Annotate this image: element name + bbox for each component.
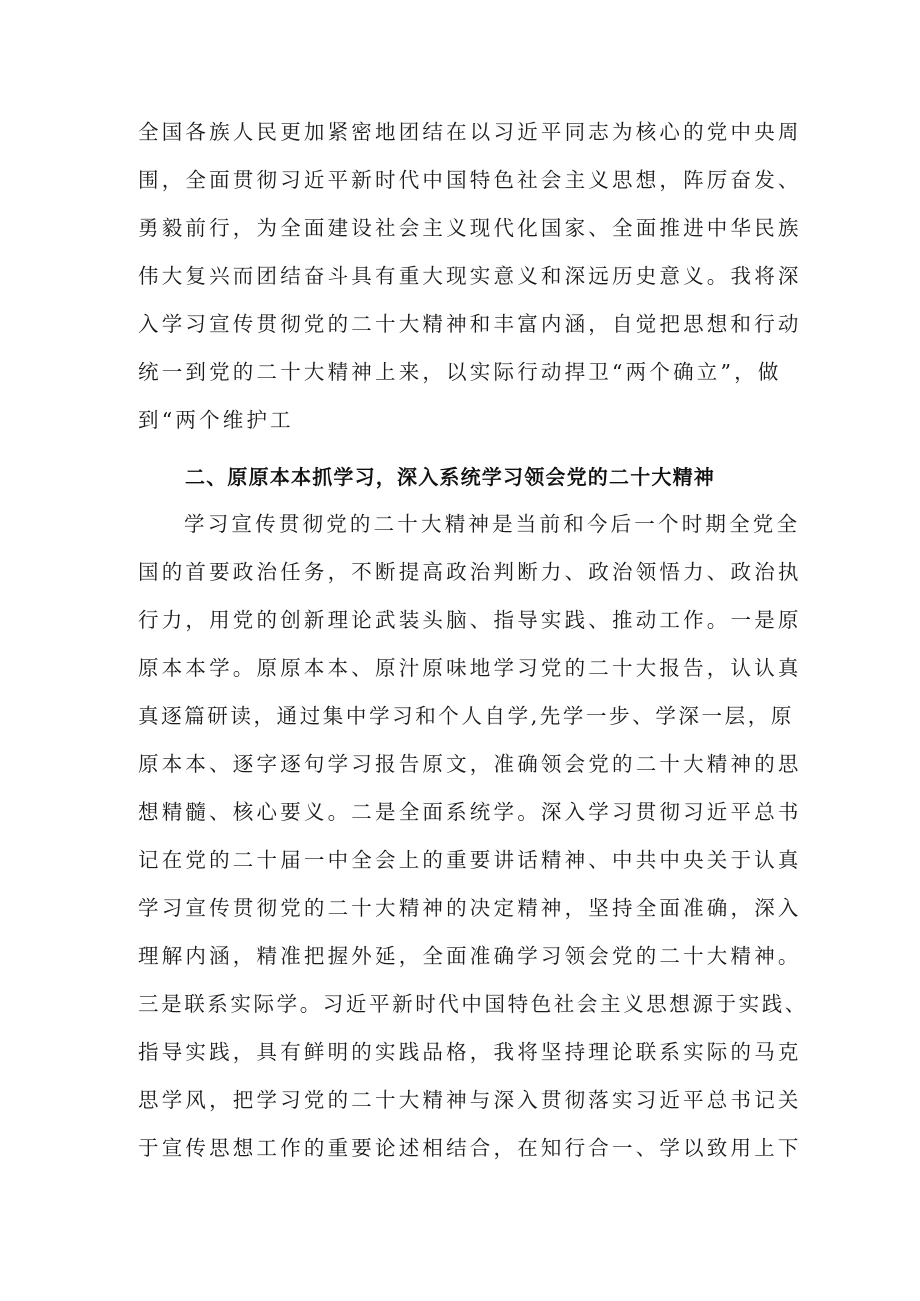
paragraph-line: 真逐篇研读，通过集中学习和个人自学,先学一步、学深一层，原 — [138, 704, 794, 728]
paragraph-line: 三是联系实际学。习近平新时代中国特色社会主义思想源于实践、 — [138, 992, 808, 1016]
paragraph-line: 想精髓、核心要义。二是全面系统学。深入学习贯彻习近平总书 — [138, 800, 802, 824]
paragraph-line: 围，全面贯彻习近平新时代中国特色社会主义思想，阵厉奋发、 — [138, 168, 802, 192]
paragraph-line: 学习宣传贯彻党的二十大精神的决定精神，坚持全面准确，深入 — [138, 896, 802, 920]
paragraph-line: 学习宣传贯彻党的二十大精神是当前和今后一个时期全党全 — [184, 512, 801, 536]
paragraph-line: 勇毅前行，为全面建设社会主义现代化国家、全面推进中华民族 — [138, 216, 802, 240]
paragraph-1 — [138, 108, 803, 444]
paragraph-line: 全国各族人民更加紧密地团结在以习近平同志为核心的党中央周 — [138, 120, 802, 144]
paragraph-line: 思学风，把学习党的二十大精神与深入贯彻落实习近平总书记关 — [138, 1088, 802, 1112]
paragraph-line: 原本本学。原原本本、原汁原味地学习党的二十大报告，认认真 — [138, 656, 802, 680]
paragraph-line: 统一到党的二十大精神上来，以实际行动捍卫“两个确立”，做 — [138, 360, 782, 384]
paragraph-line: 入学习宣传贯彻党的二十大精神和丰富内涵，自觉把思想和行动 — [138, 312, 802, 336]
paragraph-line: 于宣传思想工作的重要论述相结合，在知行合一、学以致用上下 — [138, 1136, 802, 1160]
paragraph-line: 国的首要政治任务，不断提高政治判断力、政治领悟力、政治执 — [138, 560, 802, 584]
paragraph-line: 伟大复兴而团结奋斗具有重大现实意义和深远历史意义。我将深 — [138, 264, 802, 288]
paragraph-line: 到“两个维护工 — [138, 408, 294, 432]
paragraph-2 — [138, 500, 808, 1172]
paragraph-line: 行力，用党的创新理论武装头脑、指导实践、推动工作。一是原 — [138, 608, 802, 632]
section-heading: 二、原原本本抓学习，深入系统学习领会党的二十大精神 — [185, 465, 715, 489]
paragraph-line: 记在党的二十届一中全会上的重要讲话精神、中共中央关于认真 — [138, 848, 802, 872]
paragraph-line: 理解内涵，精准把握外延，全面准确学习领会党的二十大精神。 — [138, 944, 802, 968]
paragraph-line: 原本本、逐字逐句学习报告原文，准确领会党的二十大精神的思 — [138, 752, 802, 776]
paragraph-line: 指导实践，具有鲜明的实践品格，我将坚持理论联系实际的马克 — [138, 1040, 802, 1064]
